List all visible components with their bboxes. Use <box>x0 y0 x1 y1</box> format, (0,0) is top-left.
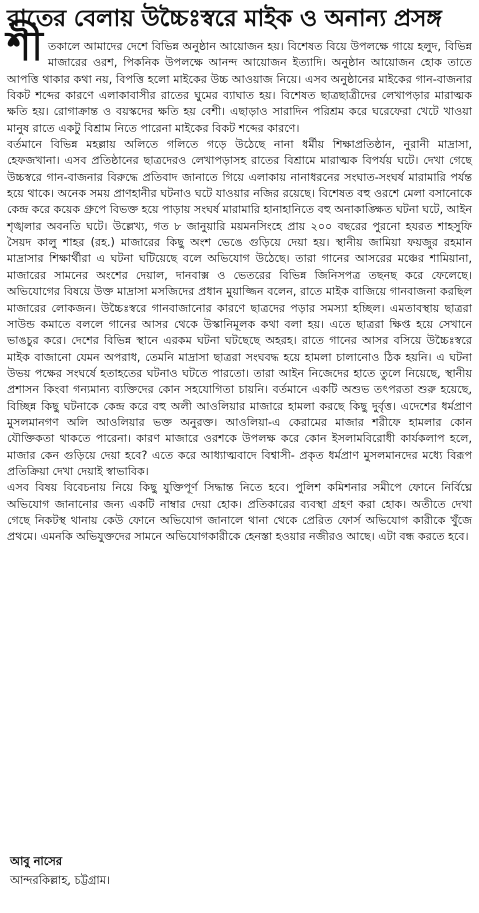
signoff-block <box>10 852 110 890</box>
article-body <box>7 22 472 546</box>
paragraph-1: তকালে আমাদের দেশে বিভিন্ন অনুষ্ঠান আয়োজন হয়। বিশেষত বিয়ে উপলক্ষে গায়ে হলুদ, বিভিন্ন মাজারের ওরশ, পিকনিক উপলক্ষে আনন্দ আয়োজন ইত্যাদি। অনুষ্ঠান আয়োজন হোক তাতে আপত্তি থাকার কথা নয়, বিপত্তি হলো মাইকের উচ্চ আওয়াজ নিয়ে। এসব অনুষ্ঠানের মাইকের গান-বাজনার বিকট শব্দের কারণে এলাকাবাসীর রাতের ঘুমের ব্যাঘাত হয়। বিশেষত ছাত্রছাত্রীদের লেখাপড়ার মারাত্মক ক্ষতি হয়। রোগাক্রান্ত ও বয়স্কদের ক্ষতি হয় বেশী। এছাড়াও সারাদিন পরিশ্রম করে ঘরেফেরা খেটে খাওয়া মানুষ রাতে একটু বিশ্রাম নিতে পারেনা মাইকের বিকট শব্দের কারণে। <box>7 40 472 135</box>
author-location: আন্দরকিল্লাহ, চট্টগ্রাম। <box>10 873 111 887</box>
article-headline: রাতের বেলায় উচ্চৈঃস্বরে মাইক ও অনান্য প্রসঙ্গ <box>7 4 442 32</box>
paragraph-3: এসব বিষয় বিবেচনায় নিয়ে কিছু যুক্তিপূর্ণ সিদ্ধান্ত নিতে হবে। পুলিশ কমিশনার সমীপে ফোনে নির্বিঘ্নে অভিযোগ জানানোর জন্য একটি নাম্বার দেয়া হোক। প্রতিকারের ব্যবস্থা গ্রহণ করা হোক। অতীতে দেখা গেছে নিকটস্থ থানায় কেউ ফোনে অভিযোগ জানালে থানা থেকে প্রেরিত ফোর্স অভিযোগ কারীকে খুঁজে প্রথমে। এমনকি অভিযুক্তদের সামনে অভিযোগকারীকে হেনস্তা হওয়ার নজীরও আছে। এটা বন্ধ করতে হবে। <box>7 481 472 544</box>
author-name: আবু নাসের <box>10 854 63 868</box>
drop-cap: শী <box>7 22 43 70</box>
paragraph-2: বর্তমানে বিভিন্ন মহল্লায় অলিতে গলিতে গড়ে উঠেছে নানা ধর্মীয় শিক্ষাপ্রতিষ্ঠান, নুরানী মাদ্রাসা, হেফজখানা। এসব প্রতিষ্ঠানের ছাত্রদেরও লেখাপড়াসহ রাতের বিশ্রামে মারাত্মক বিপর্যয় ঘটে। দেখা গেছে উচ্চস্বরে গান-বাজনার বিরুদ্ধে প্রতিবাদ জানাতে গিয়ে এলাকায় নানাধরনের সংঘাত-সংঘর্ষ মারামারি পর্যন্ত হয়ে থাকে। অনেক সময় প্রাণহানীর ঘটনাও ঘটে যাওয়ার নজির রয়েছে। বিশেষত বহু ওরশে মেলা বসানোকে কেন্দ্র করে কয়েক গ্রুপে বিভক্ত হয়ে পাড়ায় সংঘর্ষ মারামারি হানাহানিতে বহু অনাকাঙ্ক্ষিত ঘটনা ঘটে, আইন শৃঙ্খলার অবনতি ঘটে। উল্লেখ্য, গত ৮ জানুয়ারি ময়মনসিংহে প্রায় ২০০ বছরের পুরনো হযরত শাহসুফি সৈয়দ কালু শাহর (রহ.) মাজারের কিছু অংশ ভেঙে গুড়িয়ে দেয়া হয়। স্থানীয় জামিয়া ফয়জুর রহমান মাদ্রাসার শিক্ষার্থীরা এ ঘটনা ঘটিয়েছে বলে অভিযোগ উঠেছে। তারা গানের আসরের মঞ্চের শামিয়ানা, মাজারের সামনের অংশের দেয়াল, দানবাক্স ও ভেতরের বিভিন্ন জিনিসপত্র তছনছ করে ফেলেছে। অভিযোগের বিষয়ে উক্ত মাদ্রাসা মসজিদের প্রধান মুয়াজ্জিন বলেন, রাতে মাইক বাজিয়ে গানবাজনা করছিল মাজারের লোকজন। উচ্চৈঃস্বরে গানবাজানোর কারণে ছাত্রদের পড়ার সমস্যা হচ্ছিল। এমতাবস্থায় ছাত্ররা সাউন্ড কমাতে বললে গানের আসর থেকে উস্কানিমূলক কথা বলা হয়। এতে ছাত্ররা ক্ষিপ্ত হয়ে সেখানে ভাঙচুর করে। দেশের বিভিন্ন স্থানে এরকম ঘটনা ঘটছেছে অহরহ। রাতে গানের আসর বসিয়ে উচ্চৈঃস্বরে মাইক বাজানো যেমন অপরাধ, তেমনি মাদ্রাসা ছাত্ররা সংঘবদ্ধ হয়ে হামলা চালানোও ঠিক হয়নি। এ ঘটনা উভয় পক্ষের সংঘর্ষে হতাহতের ঘটনাও ঘটতে পারতো। তারা আইন নিজেদের হাতে তুলে নিয়েছে, স্থানীয় প্রশাসন কিংবা গন্যমান্য ব্যক্তিদের কোন সহযোগিতা চায়নি। বর্তমানে একটি অশুভ তৎপরতা শুরু হয়েছে, বিচ্ছিন্ন কিছু ঘটনাকে কেন্দ্র করে বহু অলী আওলিয়ার মাজারে হামলা করছে কিছু দুর্বৃত্ত। এদেশের ধর্মপ্রাণ মুসলমানগণ অলি আওলিয়ার ভক্ত অনুরক্ত। আওলিয়া-এ কেরামের মাজার শরীফে হামলার কোন যৌক্তিকতা থাকতে পারেনা। কারণ মাজারে ওরশকে উপলক্ষ করে কোন ইসলামবিরোধী কার্যকলাপ হলে, মাজার কেন গুড়িয়ে দেয়া হবে? এতে করে আধ্যাত্মবাদে বিশ্বাসী- প্রকৃত ধর্মপ্রাণ মুসলমানদের মধ্যে বিরূপ প্রতিক্রিয়া দেখা দেয়াই স্বাভাবিক। <box>7 138 472 478</box>
